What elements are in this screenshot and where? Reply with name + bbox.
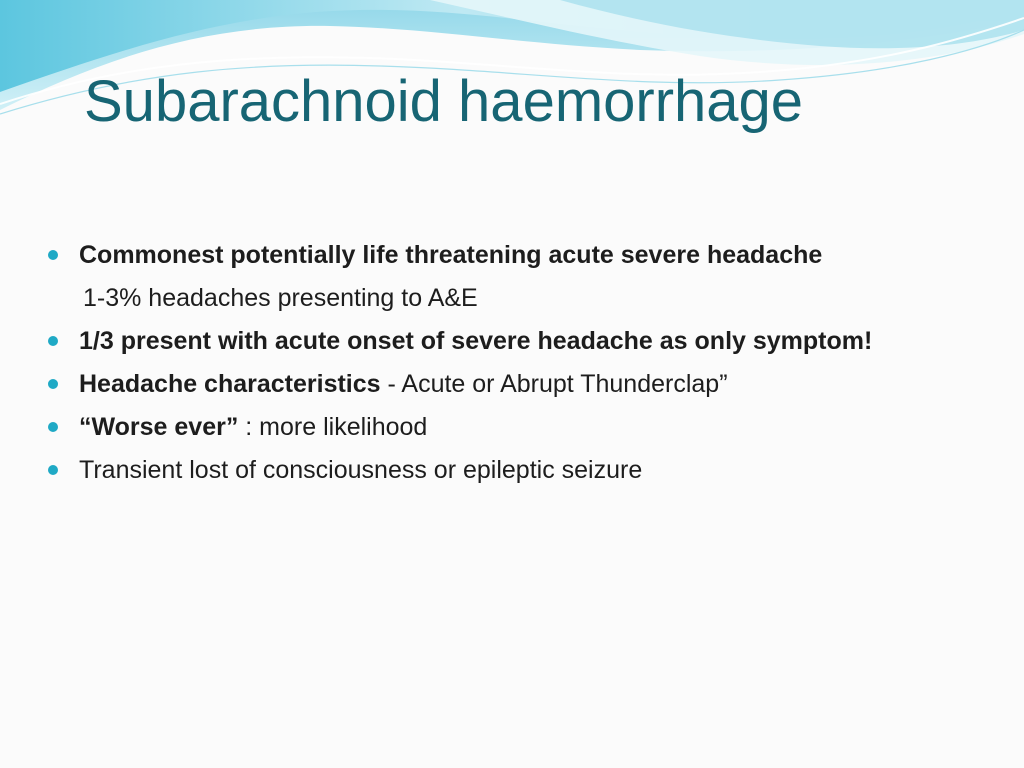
- bullet-dot-icon: [48, 422, 58, 432]
- bullet-dot-icon: [48, 336, 58, 346]
- bullet-bold-text: “Worse ever”: [79, 413, 239, 441]
- bullet-bold-text: 1/3 present with acute onset of severe headache as only symptom!: [79, 327, 873, 355]
- bullet-text: Transient lost of consciousness or epileptic seizure: [79, 456, 643, 484]
- bullet-item: [44, 365, 964, 408]
- bullet-dot-icon: [48, 379, 58, 389]
- bullet-text: - Acute or Abrupt Thunderclap”: [380, 370, 728, 398]
- bullet-subline-text: 1-3% headaches presenting to A&E: [83, 284, 478, 312]
- bullet-list: [44, 236, 964, 494]
- bullet-dot-icon: [48, 465, 58, 475]
- bullet-item: [44, 322, 964, 365]
- bullet-subline: [44, 279, 964, 322]
- bullet-bold-text: Commonest potentially life threatening acute severe headache: [79, 241, 823, 269]
- bullet-text: : more likelihood: [238, 413, 428, 441]
- bullet-item: [44, 236, 964, 279]
- slide-title: Subarachnoid haemorrhage: [84, 69, 804, 134]
- bullet-bold-text: Headache characteristics: [79, 370, 381, 398]
- bullet-dot-icon: [48, 250, 58, 260]
- bullet-item: [44, 451, 964, 494]
- bullet-item: [44, 408, 964, 451]
